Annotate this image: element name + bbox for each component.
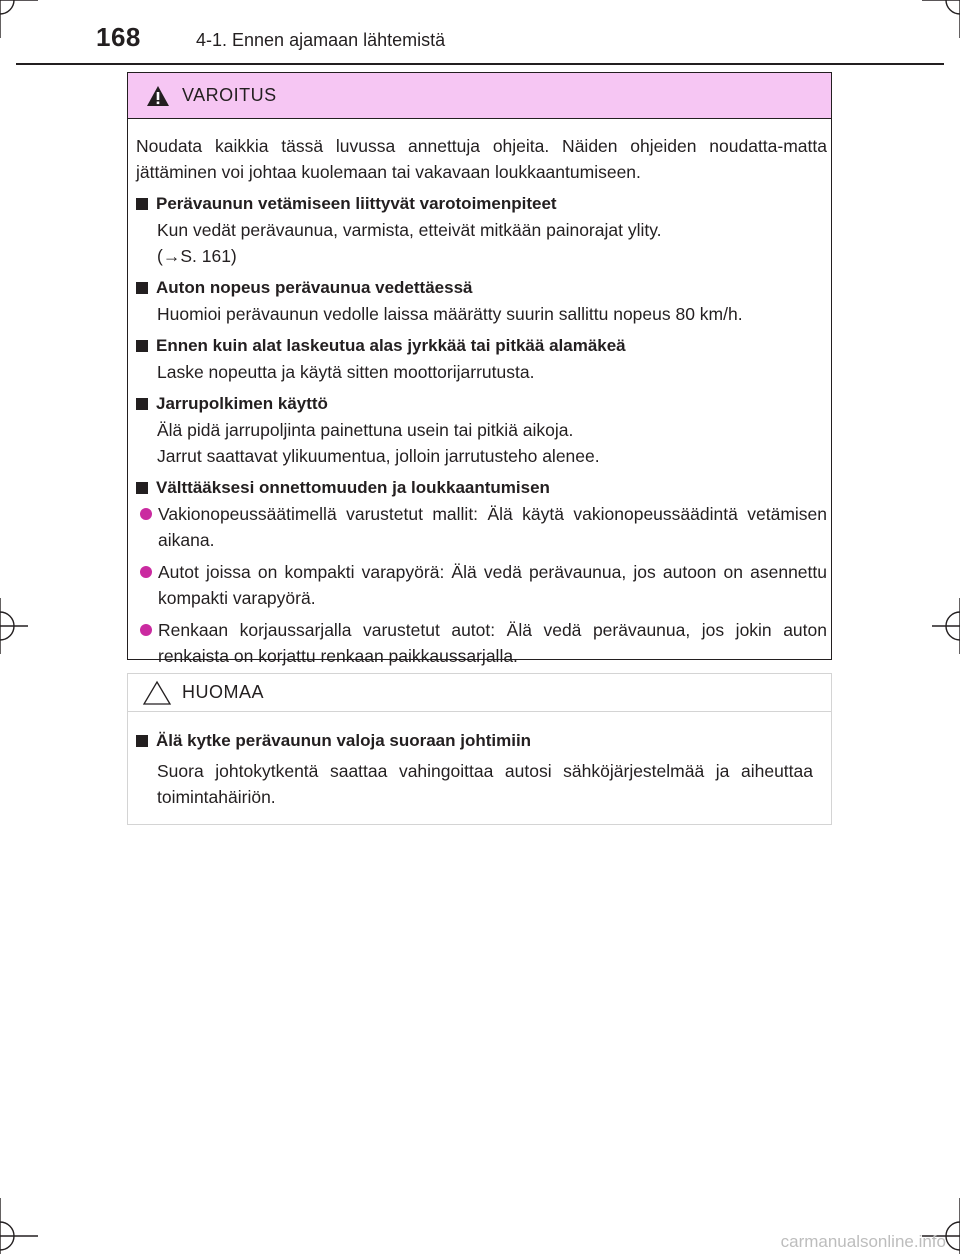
warning-body: [128, 119, 831, 669]
item-title: Jarrupolkimen käyttö: [156, 394, 328, 413]
warning-box: [127, 72, 832, 666]
crop-mark-icon: [0, 598, 38, 654]
circle-bullet-icon: [140, 508, 152, 520]
warning-item: [136, 275, 827, 327]
circle-bullet-icon: [140, 566, 152, 578]
circle-bullet-icon: [140, 624, 152, 636]
list-item: Renkaan korjaussarjalla varustetut autot: Älä vedä perävaunua, jos jokin auton renkaista on korjattu renkaan paikkaussarjalla.: [136, 617, 827, 669]
square-bullet-icon: [136, 398, 148, 410]
warning-item: [136, 475, 827, 669]
item-text: Kun vedät perävaunua, varmista, etteivät mitkään painorajat ylity.: [157, 220, 662, 240]
warning-triangle-icon: [146, 85, 170, 107]
crop-mark-icon: [922, 598, 960, 654]
crop-mark-icon: [922, 0, 960, 38]
item-title: Ennen kuin alat laskeutua alas jyrkkää tai pitkää alamäkeä: [156, 336, 626, 355]
warning-item: [136, 191, 827, 269]
item-text: (→S. 161): [157, 246, 237, 266]
warning-header: [128, 73, 831, 119]
square-bullet-icon: [136, 482, 148, 494]
item-title: Perävaunun vetämiseen liittyvät varotoimenpiteet: [156, 194, 557, 213]
notice-title: HUOMAA: [182, 682, 265, 702]
square-bullet-icon: [136, 198, 148, 210]
notice-header: [128, 674, 831, 712]
page-number: 168: [96, 22, 141, 52]
notice-box: [127, 673, 832, 825]
notice-body: [128, 712, 831, 810]
square-bullet-icon: [136, 282, 148, 294]
watermark: carmanualsonline.info: [780, 1232, 946, 1251]
item-title: Älä kytke perävaunun valoja suoraan johtimiin: [156, 731, 532, 750]
item-text: Laske nopeutta ja käytä sitten moottorijarrutusta.: [157, 362, 535, 382]
item-title: Välttääksesi onnettomuuden ja loukkaantumisen: [156, 478, 550, 497]
crop-mark-icon: [0, 1198, 38, 1254]
warning-item: [136, 391, 827, 469]
header-divider: [16, 63, 944, 65]
warning-lead: Noudata kaikkia tässä luvussa annettuja ohjeita. Näiden ohjeiden noudatta-matta jättäminen voi johtaa kuolemaan tai vakavaan loukkaantumiseen.: [136, 136, 827, 182]
square-bullet-icon: [136, 340, 148, 352]
item-text: Älä pidä jarrupoljinta painettuna usein tai pitkiä aikoja.: [157, 420, 574, 440]
item-text: Huomioi perävaunun vedolle laissa määrätty suurin sallittu nopeus 80 km/h.: [157, 304, 743, 324]
warning-title: VAROITUS: [182, 85, 277, 105]
item-title: Auton nopeus perävaunua vedettäessä: [156, 278, 473, 297]
notice-triangle-icon: [142, 680, 172, 706]
warning-item: [136, 333, 827, 385]
section-title: 4-1. Ennen ajamaan lähtemistä: [196, 30, 446, 50]
list-item: Vakionopeussäätimellä varustetut mallit: Älä käytä vakionopeussäädintä vetämisen aikana.: [136, 501, 827, 553]
item-text: Suora johtokytkentä saattaa vahingoittaa autosi sähköjärjestelmää ja aiheuttaa toimintahäiriön.: [157, 761, 813, 807]
item-text: Jarrut saattavat ylikuumentua, jolloin jarrutusteho alenee.: [157, 446, 600, 466]
list-item: Autot joissa on kompakti varapyörä: Älä vedä perävaunua, jos autoon on asennettu kompakti varapyörä.: [136, 559, 827, 611]
crop-mark-icon: [0, 0, 38, 38]
square-bullet-icon: [136, 735, 148, 747]
